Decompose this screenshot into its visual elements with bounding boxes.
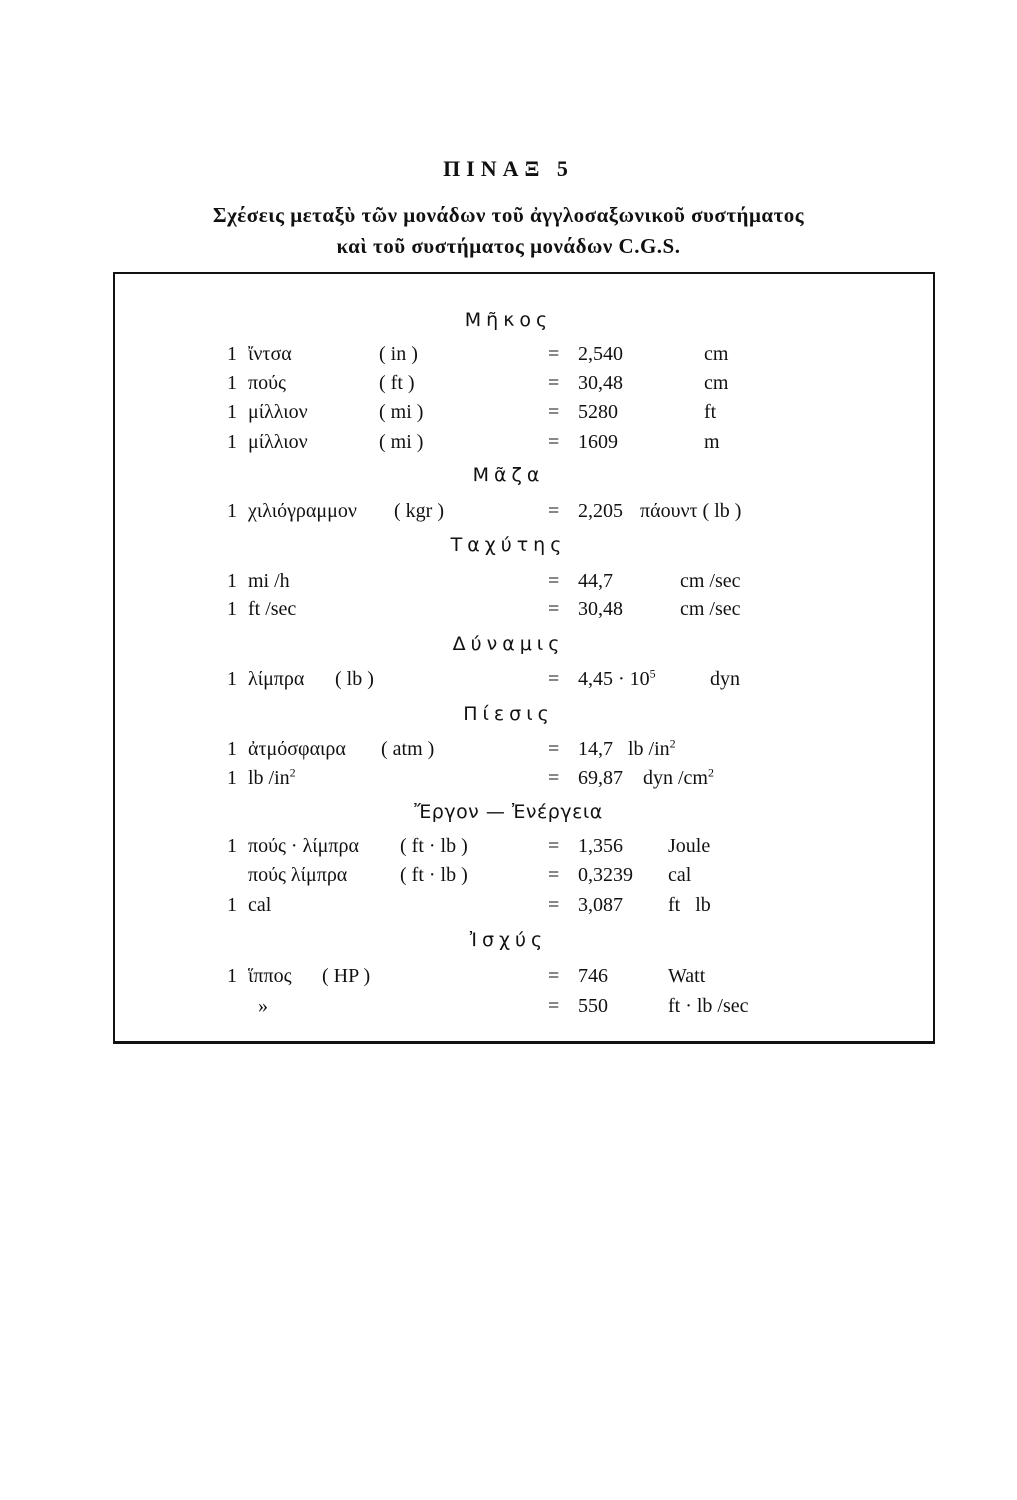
section-heading-velocity: Ταχύτης xyxy=(450,534,567,556)
row-value: 44,7 xyxy=(578,570,613,592)
row-unit: Joule xyxy=(668,835,711,857)
row-count: 1 xyxy=(227,431,237,453)
row-value: 3,087 xyxy=(578,894,623,916)
subtitle-line-1: Σχέσεις μεταξὺ τῶν μονάδων τοῦ ἀγγλοσαξωνικοῦ συστήματος xyxy=(212,203,805,227)
row-count: 1 xyxy=(227,965,237,987)
row-symbol: ( mi ) xyxy=(379,431,424,453)
row-unit: cal xyxy=(668,864,692,886)
row-name-exponent: 2 xyxy=(289,765,296,780)
row-name: μίλλιον xyxy=(248,431,308,453)
row-unit: ft lb xyxy=(668,894,711,916)
row-equals: = xyxy=(548,431,560,453)
row-unit-base: dyn /cm xyxy=(643,767,708,789)
row-count: 1 xyxy=(227,598,237,620)
row-unit: dyn xyxy=(710,668,740,690)
row-symbol: ( ft · lb ) xyxy=(400,864,468,886)
row-symbol: ( lb ) xyxy=(335,668,374,690)
section-heading-power: Ἰσχύς xyxy=(469,929,548,951)
row-count: 1 xyxy=(227,343,237,365)
row-equals: = xyxy=(548,864,560,886)
row-equals: = xyxy=(548,500,560,522)
row-count: 1 xyxy=(227,372,237,394)
row-name: λίμπρα xyxy=(248,668,305,690)
row-count: 1 xyxy=(227,570,237,592)
row-value: 1609 xyxy=(578,431,618,453)
row-value xyxy=(578,667,656,691)
row-unit: cm xyxy=(704,372,729,394)
row-name xyxy=(248,766,296,790)
row-value: 2,205 xyxy=(578,500,623,522)
row-name: mi /h xyxy=(248,570,290,592)
row-value: 14,7 xyxy=(578,738,613,760)
row-value: 5280 xyxy=(578,401,618,423)
row-unit: cm /sec xyxy=(680,598,741,620)
row-name: χιλιόγραμμον xyxy=(248,500,357,522)
row-unit: Watt xyxy=(668,965,706,987)
row-name: ἀτμόσφαιρα xyxy=(248,738,346,760)
row-symbol: ( mi ) xyxy=(379,401,424,423)
row-unit: ft xyxy=(704,401,717,423)
row-name: πούς xyxy=(248,372,286,394)
row-symbol: ( in ) xyxy=(379,343,418,365)
row-unit xyxy=(628,737,676,761)
row-name: cal xyxy=(248,894,272,916)
section-heading-force: Δύναμις xyxy=(452,633,565,655)
row-equals: = xyxy=(548,738,560,760)
row-count: 1 xyxy=(227,500,237,522)
row-count: 1 xyxy=(227,738,237,760)
row-equals: = xyxy=(548,767,560,789)
row-equals: = xyxy=(548,401,560,423)
section-heading-length: Μῆκος xyxy=(464,309,553,331)
row-unit: πάουντ ( lb ) xyxy=(640,500,742,522)
subtitle-line-2: καὶ τοῦ συστήματος μονάδων C.G.S. xyxy=(336,234,681,258)
row-unit xyxy=(643,766,714,790)
row-count: 1 xyxy=(227,835,237,857)
row-value: 1,356 xyxy=(578,835,623,857)
row-value: 746 xyxy=(578,965,608,987)
row-symbol: ( ft · lb ) xyxy=(400,835,468,857)
section-heading-pressure: Πίεσις xyxy=(463,703,554,725)
row-name: ἴντσα xyxy=(248,343,292,365)
row-symbol: ( ft ) xyxy=(379,372,415,394)
row-name: πούς λίμπρα xyxy=(248,864,348,886)
row-equals: = xyxy=(548,894,560,916)
row-count: 1 xyxy=(227,894,237,916)
row-unit: cm xyxy=(704,343,729,365)
row-unit-base: lb /in xyxy=(628,738,670,760)
section-heading-work-energy: Ἔργον — Ἐνέργεια xyxy=(414,801,603,823)
row-equals: = xyxy=(548,965,560,987)
row-equals: = xyxy=(548,598,560,620)
row-name: μίλλιον xyxy=(248,401,308,423)
row-value-base: 4,45 · 10 xyxy=(578,668,650,690)
row-value: 0,3239 xyxy=(578,864,633,886)
row-unit: ft · lb /sec xyxy=(668,995,749,1017)
row-equals: = xyxy=(548,995,560,1017)
row-count: 1 xyxy=(227,401,237,423)
row-symbol: ( HP ) xyxy=(322,965,371,987)
row-value: 30,48 xyxy=(578,372,623,394)
row-name: ft /sec xyxy=(248,598,297,620)
row-name: πούς · λίμπρα xyxy=(248,835,359,857)
row-symbol: ( atm ) xyxy=(381,738,435,760)
row-equals: = xyxy=(548,668,560,690)
row-unit-exponent: 2 xyxy=(669,736,676,751)
row-value-exponent: 5 xyxy=(649,666,656,681)
row-equals: = xyxy=(548,835,560,857)
row-name: » xyxy=(258,995,268,1017)
row-value: 2,540 xyxy=(578,343,623,365)
row-unit: m xyxy=(704,431,720,453)
row-count: 1 xyxy=(227,668,237,690)
row-name: ἵππος xyxy=(248,965,292,987)
section-heading-mass: Μᾶζα xyxy=(472,464,545,486)
row-equals: = xyxy=(548,343,560,365)
row-count: 1 xyxy=(227,767,237,789)
row-symbol: ( kgr ) xyxy=(394,500,444,522)
row-unit: cm /sec xyxy=(680,570,741,592)
row-value: 69,87 xyxy=(578,767,623,789)
row-name-base: lb /in xyxy=(248,767,290,789)
page-title: ΠΙΝΑΞ 5 xyxy=(443,156,574,181)
row-value: 550 xyxy=(578,995,608,1017)
row-equals: = xyxy=(548,372,560,394)
row-unit-exponent: 2 xyxy=(708,765,714,780)
row-value: 30,48 xyxy=(578,598,623,620)
row-equals: = xyxy=(548,570,560,592)
